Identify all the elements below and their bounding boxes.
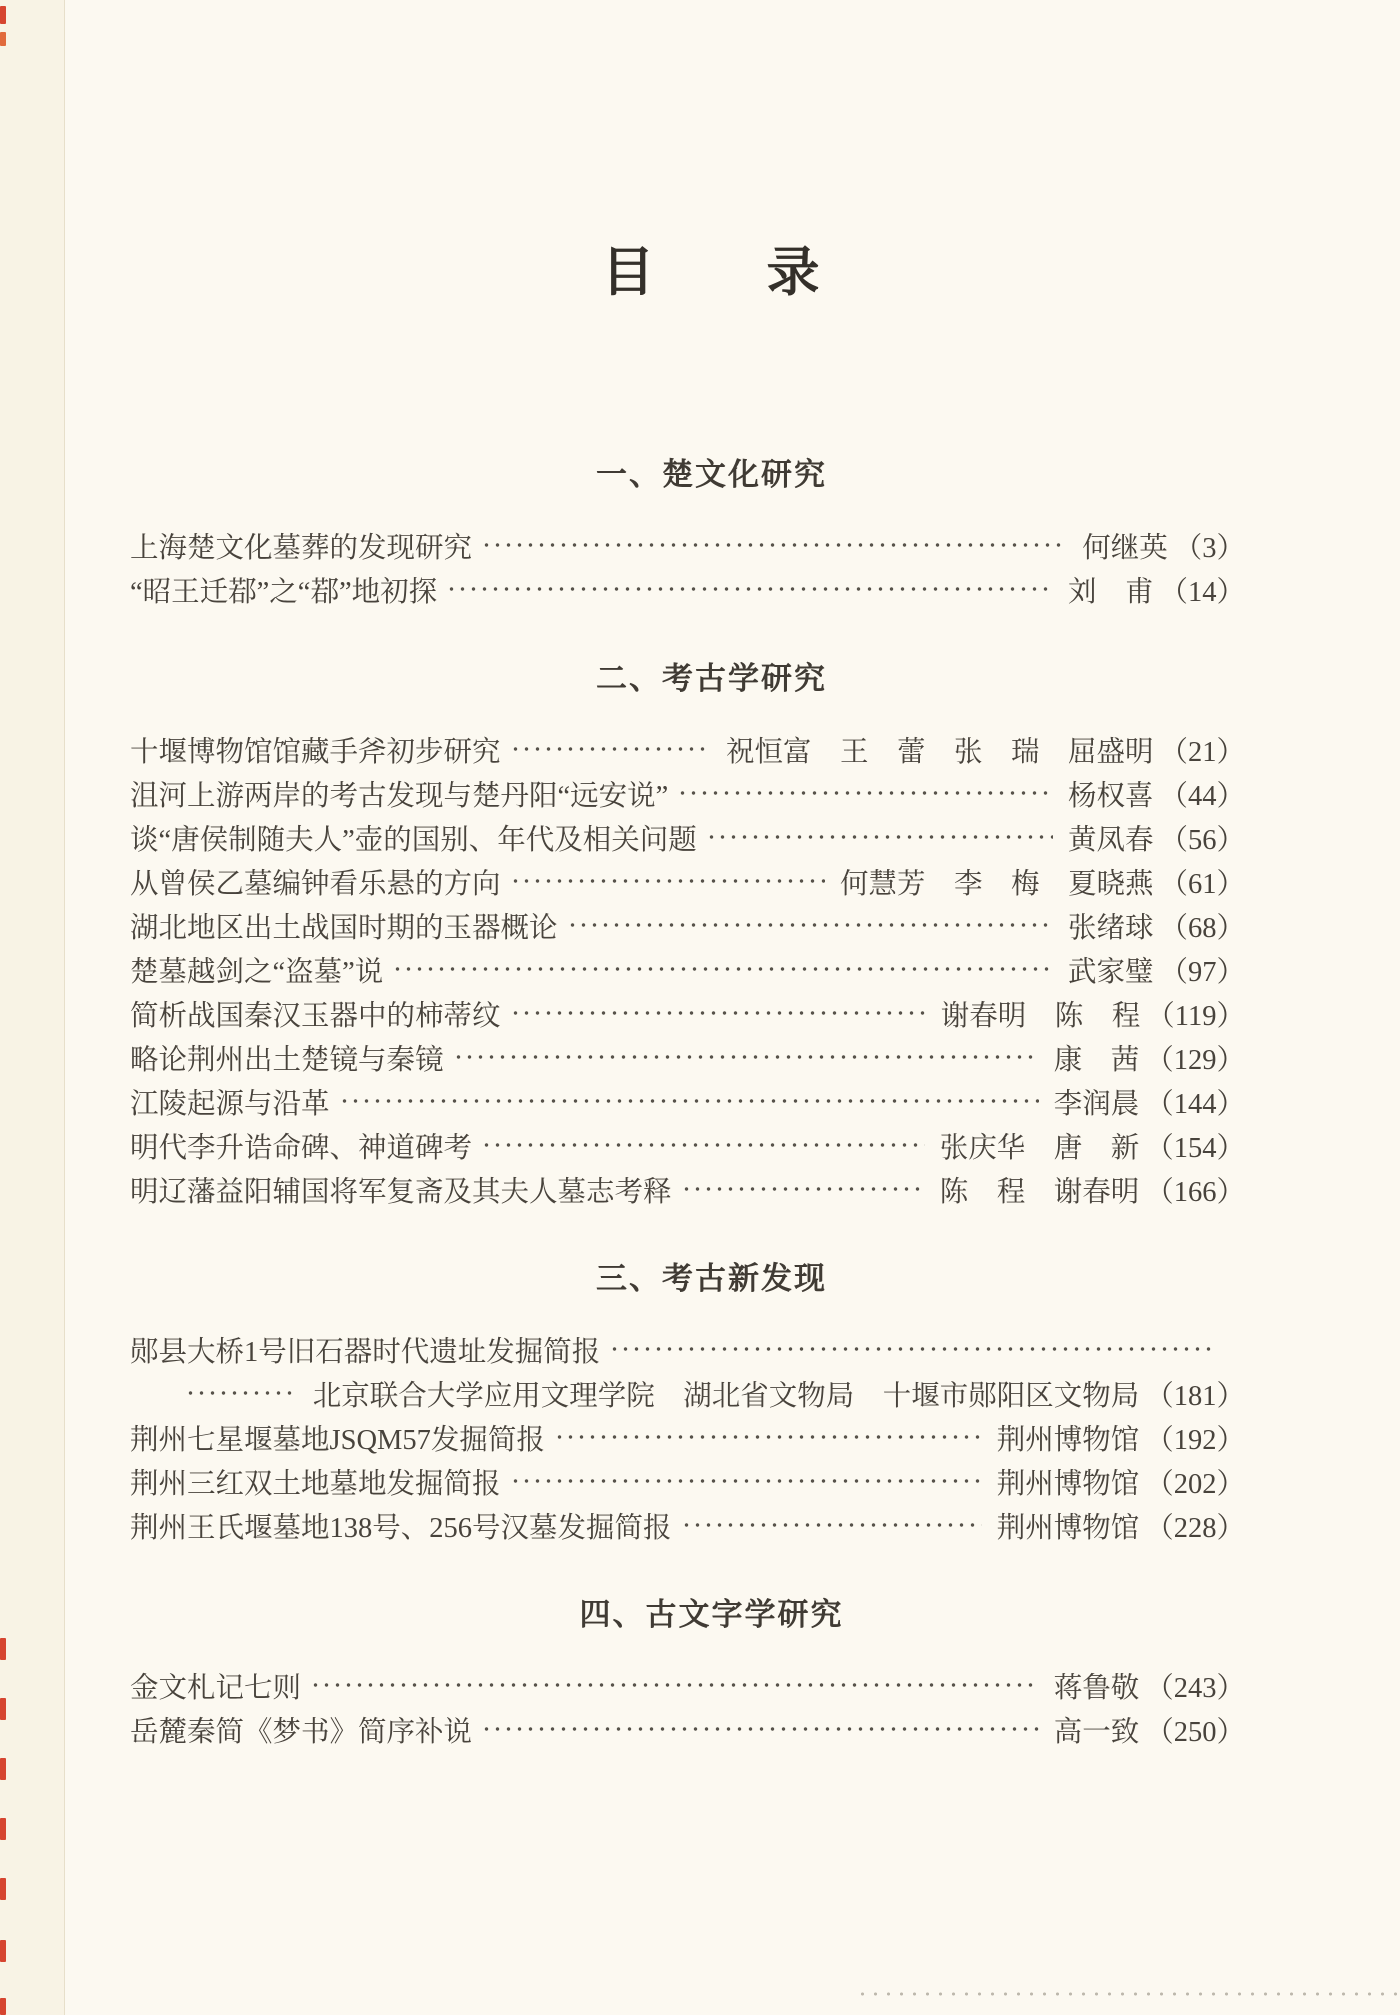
toc-entry xyxy=(130,991,1245,1035)
entry-authors: 荆州博物馆 xyxy=(996,1468,1140,1500)
entry-title: 简析战国秦汉玉器中的柿蒂纹 xyxy=(130,1000,501,1032)
toc-entry xyxy=(130,1327,1245,1371)
toc-entry-continuation xyxy=(130,1371,1245,1415)
red-edge-tick xyxy=(0,6,6,24)
dot-leader xyxy=(609,1327,1217,1371)
dot-leader xyxy=(446,567,1053,611)
entry-authors: 谢春明 陈 程 xyxy=(940,1000,1141,1032)
red-edge-tick xyxy=(0,1940,6,1962)
entry-page-number: （14） xyxy=(1159,576,1245,608)
dot-leader xyxy=(185,1371,297,1415)
section-archaeology-research xyxy=(130,659,1245,1211)
toc-entry xyxy=(130,1035,1245,1079)
entry-page-number: （154） xyxy=(1145,1132,1245,1164)
entry-page-number: （202） xyxy=(1145,1468,1245,1500)
toc-entry xyxy=(130,567,1245,611)
entry-page-number: （119） xyxy=(1146,1000,1245,1032)
scan-bottom-artifact xyxy=(856,1989,1400,1999)
section-heading-1: 一、楚文化研究 xyxy=(596,457,827,492)
dot-leader xyxy=(706,815,1053,859)
entry-page-number: （97） xyxy=(1159,956,1245,988)
toc-entry xyxy=(130,859,1245,903)
toc-entry xyxy=(130,1123,1245,1167)
entry-authors: 武家璧 xyxy=(1067,956,1154,988)
toc-entry xyxy=(130,1167,1245,1211)
dot-leader xyxy=(339,1079,1039,1123)
red-edge-tick xyxy=(0,32,6,46)
toc-entry xyxy=(130,1415,1245,1459)
entry-title: 十堰博物馆馆藏手斧初步研究 xyxy=(130,736,501,768)
entry-title: 明代李升诰命碑、神道碑考 xyxy=(130,1132,473,1164)
entry-page-number: （228） xyxy=(1145,1512,1245,1544)
toc-entry xyxy=(130,523,1245,567)
entry-authors: 陈 程 谢春明 xyxy=(939,1176,1140,1208)
entry-page-number: （61） xyxy=(1159,868,1245,900)
section-new-discoveries xyxy=(130,1259,1245,1547)
toc-entry xyxy=(130,1079,1245,1123)
entry-authors: 张庆华 唐 新 xyxy=(939,1132,1140,1164)
entry-title: 江陵起源与沿革 xyxy=(130,1088,330,1120)
dot-leader xyxy=(510,859,825,903)
entry-title: 明辽藩益阳辅国将军复斋及其夫人墓志考释 xyxy=(130,1176,672,1208)
entry-page-number: （44） xyxy=(1159,780,1245,812)
entry-authors: 祝恒富 王 蕾 张 瑞 屈盛明 xyxy=(725,736,1154,768)
entry-title: 荆州三红双土地墓地发掘简报 xyxy=(130,1468,501,1500)
entry-authors: 杨权喜 xyxy=(1067,780,1154,812)
dot-leader xyxy=(510,727,711,771)
entry-title: 沮河上游两岸的考古发现与楚丹阳“远安说” xyxy=(130,780,669,812)
entry-authors: 高一致 xyxy=(1053,1716,1140,1748)
entry-authors: 荆州博物馆 xyxy=(996,1512,1140,1544)
entry-authors: 荆州博物馆 xyxy=(996,1424,1140,1456)
entry-page-number: （21） xyxy=(1159,736,1245,768)
entry-page-number: （129） xyxy=(1145,1044,1245,1076)
entry-page-number: （3） xyxy=(1173,532,1245,564)
entry-page-number: （243） xyxy=(1145,1672,1245,1704)
dot-leader xyxy=(567,903,1053,947)
dot-leader xyxy=(677,771,1053,815)
entry-page-number: （144） xyxy=(1145,1088,1245,1120)
toc-entry xyxy=(130,727,1245,771)
red-edge-tick xyxy=(0,1878,6,1900)
red-edge-tick xyxy=(0,1638,6,1660)
entry-title: 楚墓越剑之“盗墓”说 xyxy=(130,956,384,988)
toc-entry xyxy=(130,815,1245,859)
entry-page-number: （181） xyxy=(1145,1380,1245,1412)
entry-authors: 何继英 xyxy=(1082,532,1168,564)
entry-page-number: （250） xyxy=(1145,1716,1245,1748)
red-edge-tick xyxy=(0,1818,6,1840)
entry-authors: 蒋鲁敬 xyxy=(1053,1672,1140,1704)
entry-authors: 李润晨 xyxy=(1053,1088,1140,1120)
entry-title: 上海楚文化墓葬的发现研究 xyxy=(130,532,473,564)
toc-entry xyxy=(130,947,1245,991)
entry-authors: 何慧芳 李 梅 夏晓燕 xyxy=(839,868,1154,900)
dot-leader xyxy=(681,1167,925,1211)
dot-leader xyxy=(453,1035,1039,1079)
entry-title: “昭王迁鄀”之“鄀”地初探 xyxy=(130,576,438,608)
entry-authors: 北京联合大学应用文理学院 湖北省文物局 十堰市郧阳区文物局 xyxy=(312,1380,1140,1412)
section-chu-culture xyxy=(130,455,1245,611)
entry-page-number: （192） xyxy=(1145,1424,1245,1456)
red-edge-tick xyxy=(0,1758,6,1780)
entry-title: 金文札记七则 xyxy=(130,1672,302,1704)
section-heading-2: 二、考古学研究 xyxy=(596,661,827,696)
entry-title: 岳麓秦简《梦书》简序补说 xyxy=(130,1716,473,1748)
entry-page-number: （166） xyxy=(1145,1176,1245,1208)
dot-leader xyxy=(681,1503,982,1547)
page-edge-crease xyxy=(0,0,65,2015)
entry-page-number: （68） xyxy=(1159,912,1245,944)
entry-authors: 刘 甫 xyxy=(1067,576,1154,608)
entry-title: 郧县大桥1号旧石器时代遗址发掘简报 xyxy=(130,1336,601,1368)
entry-title: 荆州七星堰墓地JSQM57发掘简报 xyxy=(130,1424,545,1456)
red-edge-tick xyxy=(0,1998,6,2015)
toc-entry xyxy=(130,1707,1245,1751)
toc-entry xyxy=(130,1503,1245,1547)
dot-leader xyxy=(392,947,1053,991)
entry-title: 湖北地区出土战国时期的玉器概论 xyxy=(130,912,558,944)
dot-leader xyxy=(481,1707,1039,1751)
toc-content xyxy=(130,0,1245,1751)
dot-leader xyxy=(554,1415,982,1459)
entry-title: 荆州王氏堰墓地138号、256号汉墓发掘简报 xyxy=(130,1512,672,1544)
toc-entry xyxy=(130,771,1245,815)
toc-entry xyxy=(130,1663,1245,1707)
dot-leader xyxy=(481,523,1067,567)
red-edge-tick xyxy=(0,1698,6,1720)
entry-title: 略论荆州出土楚镜与秦镜 xyxy=(130,1044,444,1076)
section-heading-4: 四、古文字学研究 xyxy=(579,1597,844,1632)
section-paleography xyxy=(130,1595,1245,1751)
section-heading-3: 三、考古新发现 xyxy=(596,1261,827,1296)
dot-leader xyxy=(310,1663,1039,1707)
page-title: 目 录 xyxy=(601,244,822,302)
entry-page-number: （56） xyxy=(1159,824,1245,856)
entry-title: 从曾侯乙墓编钟看乐悬的方向 xyxy=(130,868,501,900)
entry-authors: 黄凤春 xyxy=(1067,824,1154,856)
entry-title: 谈“唐侯制随夫人”壶的国别、年代及相关问题 xyxy=(130,824,697,856)
dot-leader xyxy=(510,1459,982,1503)
entry-authors: 康 茜 xyxy=(1053,1044,1140,1076)
toc-entry xyxy=(130,903,1245,947)
dot-leader xyxy=(481,1123,925,1167)
toc-entry xyxy=(130,1459,1245,1503)
entry-authors: 张绪球 xyxy=(1067,912,1154,944)
dot-leader xyxy=(510,991,926,1035)
